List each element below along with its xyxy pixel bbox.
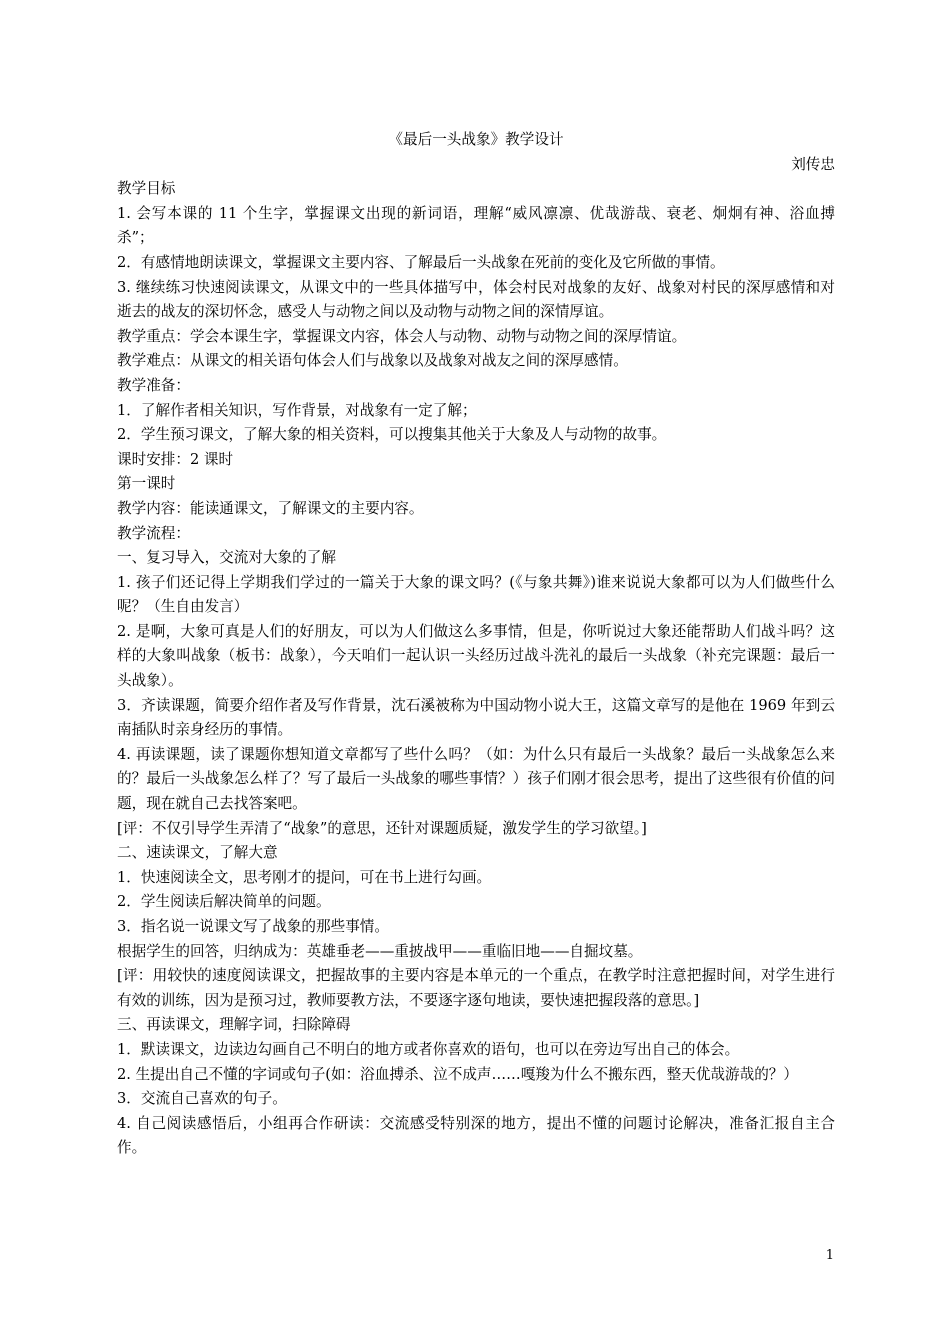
paragraph: 第一课时: [117, 475, 176, 493]
paragraph: 1．了解作者相关知识，写作背景，对战象有一定了解；: [117, 401, 477, 419]
paragraph: 3．齐读课题，简要介绍作者及写作背景，沈石溪被称为中国动物小说大王，这篇文章写的是他在 1969 年到云南插队时亲身经历的事情。: [117, 696, 835, 739]
paragraph: 3．指名说一说课文写了战象的那些事情。: [117, 918, 389, 935]
paragraph: 2．有感情地朗读课文，掌握课文主要内容、了解最后一头战象在死前的变化及它所做的事情。: [117, 253, 725, 271]
document-author: 刘传忠: [791, 155, 835, 173]
paragraph: 教学难点：从课文的相关语句体会人们与战象以及战象对战友之间的深厚感情。: [117, 352, 628, 370]
paragraph: 4. 再读课题，读了课题你想知道文章都写了些什么吗？（如：为什么只有最后一头战象？最后一头战象怎么来的？最后一头战象怎么样了？写了最后一头战象的哪些事情？）孩子们刚才很会思考，提出了这些很有价值的问题，现在就自己去找答案吧。: [117, 745, 835, 813]
paragraph: 教学目标: [117, 180, 176, 198]
paragraph: 教学流程：: [117, 524, 190, 542]
paragraph: [评：不仅引导学生弄清了“战象”的意思，还针对课题质疑，激发学生的学习欲望。]: [117, 819, 647, 837]
paragraph: 三、再读课文，理解字词，扫除障碍: [117, 1016, 351, 1034]
paragraph: 教学重点：学会本课生字，掌握课文内容，体会人与动物、动物与动物之间的深厚情谊。: [117, 327, 687, 345]
paragraph: 课时安排：2 课时: [117, 450, 234, 468]
paragraph: 4. 自己阅读感悟后，小组再合作研读：交流感受特别深的地方，提出不懂的问题讨论解决，准备汇报自主合作。: [117, 1114, 835, 1157]
paragraph: [评：用较快的速度阅读课文，把握故事的主要内容是本单元的一个重点，在教学时注意把握时间，对学生进行有效的训练，因为是预习过，教师要教方法，不要逐字逐句地读，要快速把握段落的意思。]: [117, 967, 835, 1009]
paragraph: 教学准备：: [117, 376, 190, 394]
document-body: [117, 128, 835, 1161]
paragraph: 2. 生提出自己不懂的字词或句子(如：浴血搏杀、泣不成声……嘎羧为什么不搬东西，整天优哉游哉的？）: [117, 1065, 798, 1083]
paragraph: 1. 孩子们还记得上学期我们学过的一篇关于大象的课文吗？(《与象共舞》)谁来说说大象都可以为人们做些什么呢？（生自由发言）: [117, 573, 835, 616]
paragraph: 二、速读课文，了解大意: [117, 844, 278, 862]
paragraph: 1．快速阅读全文，思考刚才的提问，可在书上进行勾画。: [117, 868, 492, 886]
paragraph: 3. 继续练习快速阅读课文，从课文中的一些具体描写中，体会村民对战象的友好、战象对村民的深厚感情和对逝去的战友的深切怀念，感受人与动物之间以及动物与动物之间的深情厚谊。: [117, 278, 835, 321]
paragraph: 2．学生阅读后解决简单的问题。: [117, 893, 331, 911]
document-title: 《最后一头战象》教学设计: [388, 131, 564, 148]
paragraph: 教学内容：能读通课文，了解课文的主要内容。: [117, 499, 424, 517]
page-number: 1: [825, 1248, 834, 1263]
paragraph: 2．学生预习课文，了解大象的相关资料，可以搜集其他关于大象及人与动物的故事。: [117, 426, 667, 444]
paragraph: 1．默读课文，边读边勾画自己不明白的地方或者你喜欢的语句，也可以在旁边写出自己的体会。: [117, 1040, 740, 1058]
paragraph: 根据学生的回答，归纳成为：英雄垂老——重披战甲——重临旧地——自掘坟墓。: [117, 942, 643, 960]
paragraph: 1. 会写本课的 11 个生字，掌握课文出现的新词语，理解“威风凛凛、优哉游哉、衰老、炯炯有神、浴血搏杀”；: [117, 204, 835, 247]
paragraph: 2. 是啊，大象可真是人们的好朋友，可以为人们做这么多事情，但是，你听说过大象还能帮助人们战斗吗？这样的大象叫战象（板书：战象），今天咱们一起认识一头经历过战斗洗礼的最后一头战象（补充完课题：最后一头战象）。: [117, 622, 835, 690]
paragraph: 一、复习导入，交流对大象的了解: [117, 549, 336, 567]
paragraph-list: [117, 177, 835, 1161]
paragraph: 3．交流自己喜欢的句子。: [117, 1090, 287, 1108]
